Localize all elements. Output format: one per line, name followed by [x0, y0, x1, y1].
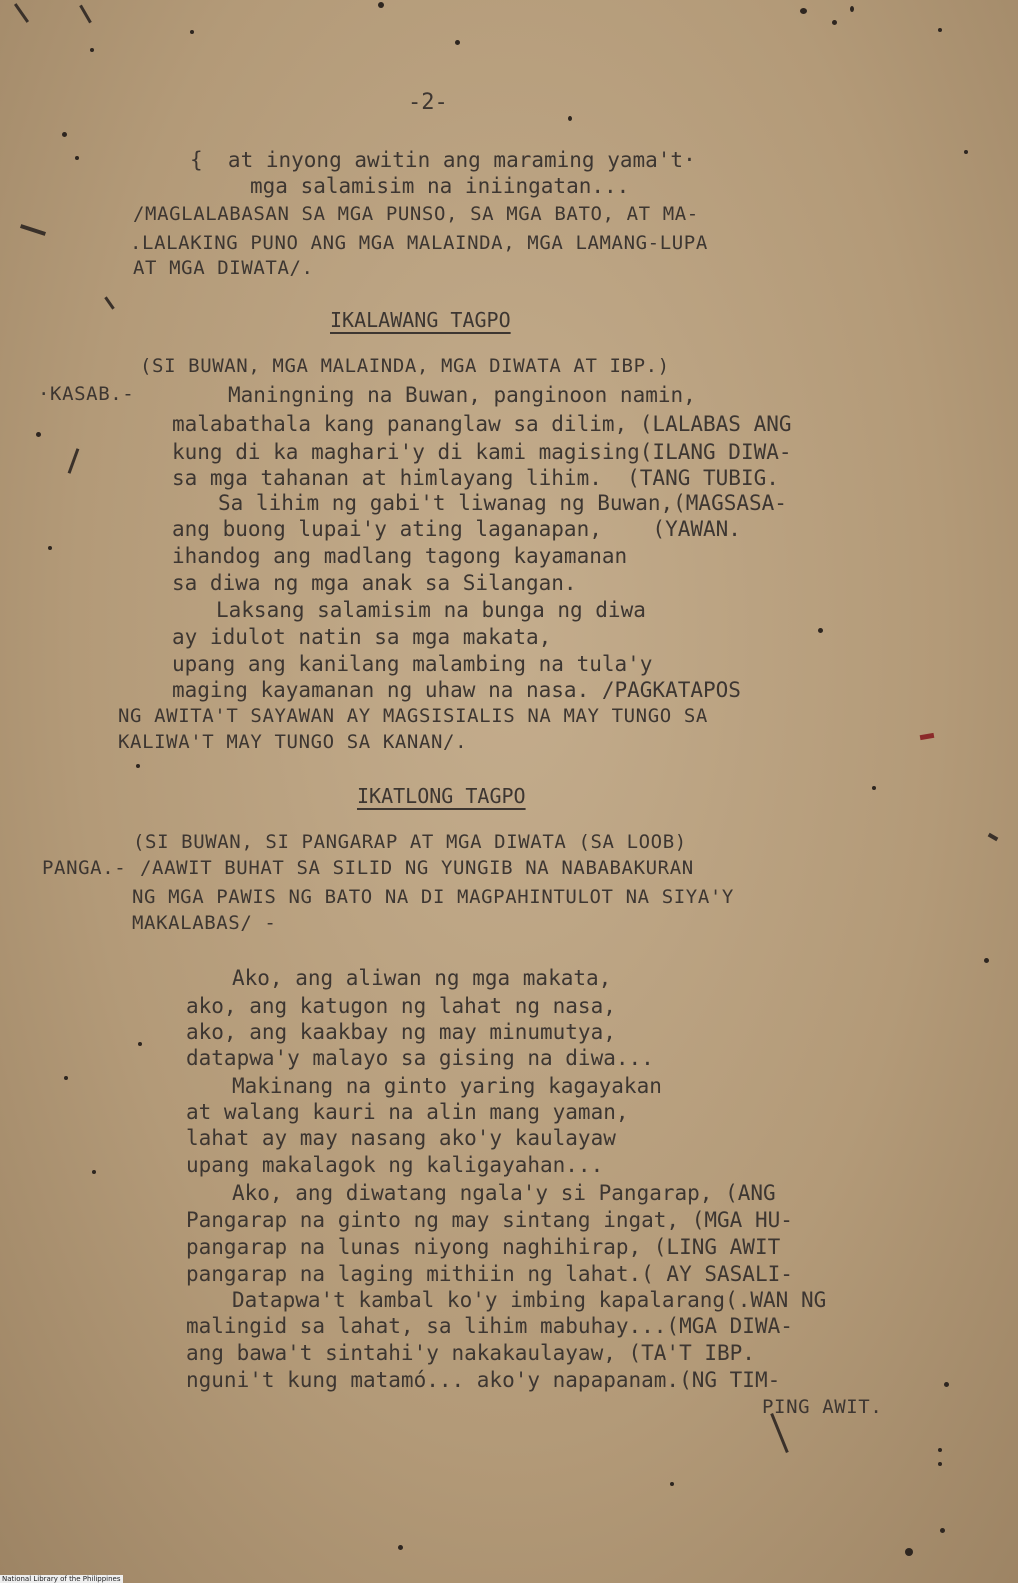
line-24: (SI BUWAN, SI PANGARAP AT MGA DIWATA (SA LOOB) [133, 831, 687, 853]
line-29: Ako, ang aliwan ng mga makata, [232, 966, 612, 990]
ink-speck [36, 432, 41, 437]
line-43: ang bawa't sintahi'y nakakaulayaw, (TA'T IBP. [186, 1341, 755, 1365]
line-28: MAKALABAS/ - [132, 912, 277, 934]
line-01: { at inyong awitin ang maraming yama't· [190, 148, 696, 172]
line-31: ako, ang kaakbay ng may minumutya, [186, 1020, 616, 1044]
ink-speck [90, 48, 94, 52]
line-39: pangarap na lunas niyong naghihirap, (LING AWIT [186, 1235, 781, 1259]
line-15: ihandog ang madlang tagong kayamanan [172, 544, 628, 568]
line-26: /AAWIT BUHAT SA SILID NG YUNGIB NA NABABAKURAN [140, 857, 694, 879]
ink-speck [938, 1462, 942, 1466]
line-05: AT MGA DIWATA/. [133, 257, 314, 279]
line-27: NG MGA PAWIS NG BATO NA DI MAGPAHINTULOT NA SIYA'Y [132, 886, 734, 908]
ink-speck [940, 1528, 945, 1533]
line-44: nguni't kung matamó... ako'y napapanam.(NG TIM- [186, 1368, 781, 1392]
speaker-panga: PANGA.- [42, 857, 127, 879]
line-09: Maningning na Buwan, panginoon namin, [228, 383, 696, 407]
ink-speck [568, 116, 572, 121]
line-35: lahat ay may nasang ako'y kaulayaw [186, 1126, 616, 1150]
ink-mark [79, 5, 92, 24]
ink-speck [136, 764, 140, 768]
line-32: datapwa'y malayo sa gising na diwa... [186, 1046, 654, 1070]
ink-speck [670, 1482, 674, 1486]
ink-speck [832, 20, 837, 25]
line-30: ako, ang katugon ng lahat ng nasa, [186, 994, 616, 1018]
line-42: malingid sa lahat, sa lihim mabuhay...(MGA DIWA- [186, 1314, 793, 1338]
line-36: upang makalagok ng kaligayahan... [186, 1153, 604, 1177]
line-21: NG AWITA'T SAYAWAN AY MAGSISIALIS NA MAY TUNGO SA [118, 705, 708, 727]
ink-speck [64, 1076, 68, 1080]
line-16: sa diwa ng mga anak sa Silangan. [172, 571, 577, 595]
ink-mark [20, 224, 46, 236]
line-34: at walang kauri na alin mang yaman, [186, 1100, 629, 1124]
ink-speck [455, 40, 460, 45]
line-03: /MAGLALABASAN SA MGA PUNSO, SA MGA BATO, AT MA- [133, 203, 699, 225]
line-40: pangarap na laging mithiin ng lahat.( AY SASALI- [186, 1262, 793, 1286]
ink-mark [14, 3, 29, 23]
ink-speck [48, 546, 52, 550]
ink-speck [190, 30, 194, 34]
speaker-kasab: ·KASAB.- [38, 383, 135, 405]
pen-stroke [770, 1413, 789, 1453]
ink-speck [938, 1448, 942, 1452]
line-45: PING AWIT. [762, 1396, 883, 1418]
line-18: ay idulot natin sa mga makata, [172, 625, 552, 649]
ink-speck [984, 958, 989, 963]
line-38: Pangarap na ginto ng may sintang ingat, (MGA HU- [186, 1208, 793, 1232]
ink-speck [818, 628, 823, 633]
red-ink-mark [920, 733, 935, 740]
ink-speck [92, 1170, 96, 1174]
line-02: mga salamisim na iniingatan... [250, 174, 630, 198]
ink-mark [988, 833, 999, 841]
ink-mark [68, 448, 80, 473]
line-20: maging kayamanan ng uhaw na nasa. /PAGKATAPOS [172, 678, 741, 702]
line-33: Makinang na ginto yaring kagayakan [232, 1074, 662, 1098]
line-10: malabathala kang pananglaw sa dilim, (LALABAS ANG [172, 412, 792, 436]
line-11: kung di ka maghari'y di kami magising(ILANG DIWA- [172, 440, 792, 464]
ink-speck [398, 1545, 403, 1550]
ink-speck [138, 1042, 142, 1046]
ink-speck [964, 150, 968, 154]
line-12: sa mga tahanan at himlayang lihim. (TANG TUBIG. [172, 466, 779, 490]
page-number: -2- [408, 90, 448, 115]
ink-speck [850, 6, 854, 12]
ink-mark [104, 296, 114, 309]
line-17: Laksang salamisim na bunga ng diwa [216, 598, 646, 622]
ink-speck [944, 1382, 949, 1387]
line-13: Sa lihim ng gabi't liwanag ng Buwan,(MAGSASA- [218, 491, 787, 515]
scene-heading-2: IKALAWANG TAGPO [330, 308, 511, 332]
line-14: ang buong lupai'y ating laganapan, (YAWAN. [172, 517, 741, 541]
ink-speck [62, 132, 67, 137]
line-07: (SI BUWAN, MGA MALAINDA, MGA DIWATA AT IBP.) [140, 355, 670, 377]
line-22: KALIWA'T MAY TUNGO SA KANAN/. [118, 731, 468, 753]
library-credit: National Library of the Philippines [2, 1575, 121, 1583]
line-37: Ako, ang diwatang ngala'y si Pangarap, (ANG [232, 1181, 776, 1205]
line-41: Datapwa't kambal ko'y imbing kapalarang(.WAN NG [232, 1288, 827, 1312]
ink-speck [905, 1548, 913, 1556]
ink-speck [872, 786, 876, 790]
line-04: .LALAKING PUNO ANG MGA MALAINDA, MGA LAMANG-LUPA [130, 232, 708, 254]
ink-speck [75, 156, 79, 160]
ink-speck [378, 2, 384, 8]
line-19: upang ang kanilang malambing na tula'y [172, 652, 653, 676]
ink-speck [800, 8, 807, 14]
ink-speck [938, 28, 942, 32]
scene-heading-3: IKATLONG TAGPO [357, 784, 526, 808]
